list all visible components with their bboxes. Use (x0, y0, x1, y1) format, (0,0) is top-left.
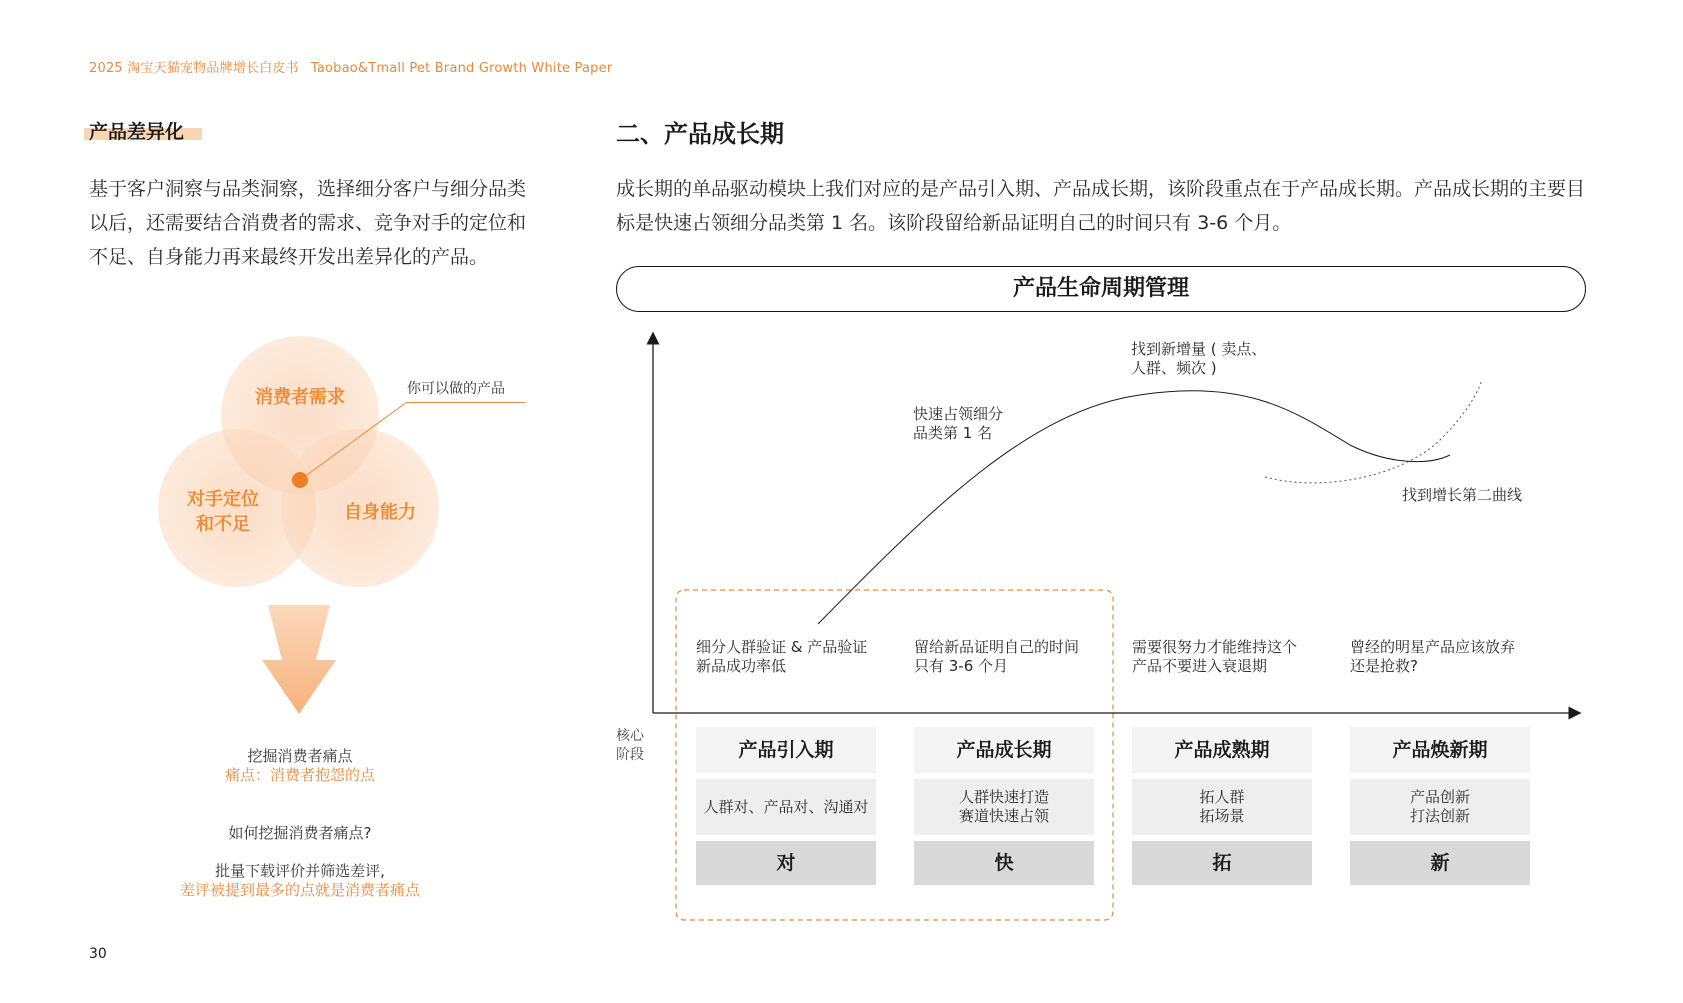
stage-desc: 人群快速打造 赛道快速占领 (914, 779, 1094, 835)
pain-point-conclusion: 差评被提到最多的点就是消费者痛点 (179, 881, 420, 899)
right-section-title: 二、产品成长期 (616, 120, 784, 148)
lifecycle-title-pill: 产品生命周期管理 (616, 266, 1586, 312)
pain-point-title: 挖掘消费者痛点 (247, 747, 353, 765)
stage-note-line2: 产品不要进入衰退期 (1132, 657, 1268, 675)
stage-key: 新 (1350, 841, 1530, 885)
pain-point-definition: 痛点：消费者抱怨的点 (224, 766, 375, 784)
header-title-cn: 2025 淘宝天猫宠物品牌增长白皮书 (89, 61, 299, 76)
page-number: 30 (89, 946, 107, 962)
stage-note-growth (914, 638, 1079, 676)
stage-desc: 人群对、产品对、沟通对 (696, 779, 876, 835)
stage-note-line1: 需要很努力才能维持这个 (1132, 638, 1298, 656)
stage-column-growth (914, 727, 1094, 885)
stage-note-line1: 曾经的明星产品应该放弃 (1350, 638, 1516, 656)
stage-note-line2: 只有 3-6 个月 (914, 657, 1009, 675)
stage-note-line2: 新品成功率低 (696, 657, 787, 675)
left-paragraph: 基于客户洞察与品类洞察，选择细分客户与细分品类以后，还需要结合消费者的需求、竞争对手的定位和不足、自身能力再来最终开发出差异化的产品。 (89, 178, 527, 268)
annotation-new-growth-line2: 人群、频次 ) (1131, 359, 1217, 377)
axis-label-line2: 阶段 (616, 747, 644, 763)
venn-label-consumer: 消费者需求 (255, 387, 345, 408)
annotation-second-curve: 找到增长第二曲线 (1402, 486, 1523, 504)
stage-note-mature (1132, 638, 1297, 676)
stage-column-intro (696, 727, 876, 885)
stage-name: 产品焕新期 (1350, 727, 1530, 773)
right-paragraph: 成长期的单品驱动模块上我们对应的是产品引入期、产品成长期，该阶段重点在于产品成长期。产品成长期的主要目标是快速占领细分品类第 1 名。该阶段留给新品证明自己的时间只有 3-6 个月。 (616, 178, 1586, 234)
stage-column-mature (1132, 727, 1312, 885)
venn-center-hint: 你可以做的产品 (407, 381, 505, 397)
stage-note-renewal (1350, 638, 1515, 676)
header-title-en: Taobao&Tmall Pet Brand Growth White Paper (310, 61, 613, 76)
stage-name: 产品引入期 (696, 727, 876, 773)
annotation-peak (913, 405, 1003, 443)
venn-label-competitor-line1: 对手定位 (187, 489, 259, 510)
pain-point-question: 如何挖掘消费者痛点? (228, 824, 372, 842)
venn-label-self: 自身能力 (344, 502, 416, 523)
stage-name: 产品成长期 (914, 727, 1094, 773)
stage-note-line1: 细分人群验证 & 产品验证 (696, 638, 868, 656)
stage-note-line1: 留给新品证明自己的时间 (914, 638, 1080, 656)
stage-note-line2: 还是抢救? (1350, 657, 1418, 675)
annotation-new-growth-line1: 找到新增量 ( 卖点、 (1131, 340, 1267, 358)
core-stage-axis-label (616, 727, 644, 765)
stage-name: 产品成熟期 (1132, 727, 1312, 773)
left-section-title: 产品差异化 (89, 121, 185, 143)
stage-note-intro (696, 638, 867, 676)
second-growth-curve (1265, 380, 1482, 483)
stage-desc: 拓人群 拓场景 (1132, 779, 1312, 835)
stage-key: 拓 (1132, 841, 1312, 885)
annotation-peak-line1: 快速占领细分 (913, 405, 1004, 423)
stage-key: 对 (696, 841, 876, 885)
stage-column-renewal (1350, 727, 1530, 885)
axis-label-line1: 核心 (616, 728, 644, 744)
annotation-new-growth (1131, 340, 1266, 378)
annotation-peak-line2: 品类第 1 名 (913, 424, 993, 442)
stage-key: 快 (914, 841, 1094, 885)
stage-desc: 产品创新 打法创新 (1350, 779, 1530, 835)
pain-point-method: 批量下载评价并筛选差评, (215, 862, 385, 880)
venn-label-competitor-line2: 和不足 (196, 514, 250, 535)
